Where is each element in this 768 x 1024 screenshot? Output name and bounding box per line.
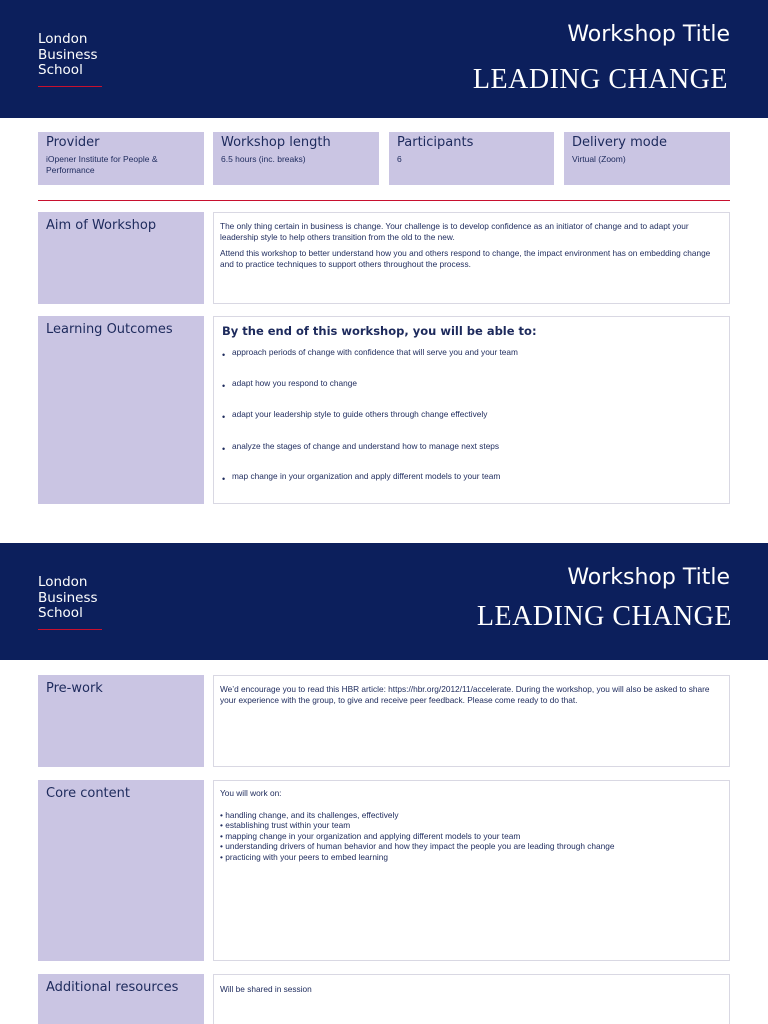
bullet-icon: • xyxy=(222,381,226,391)
outcome-item xyxy=(222,378,358,391)
core-item: • handling change, and its challenges, effectively xyxy=(220,809,399,820)
core-label-box xyxy=(38,780,204,961)
core-item: • practicing with your peers to embed learning xyxy=(220,851,389,862)
outcomes-content xyxy=(213,316,730,504)
info-box-participants xyxy=(389,132,554,185)
prework-label-box xyxy=(38,675,204,767)
bullet-icon: • xyxy=(222,474,226,484)
aim-label-box xyxy=(38,212,204,304)
page1-header xyxy=(0,0,768,118)
aim-paragraph-1: The only thing certain in business is change. Your challenge is to develop confidence as an initiator of change and to adapt your leadership style to help others transition from the old to the new. xyxy=(220,221,689,242)
aim-paragraph-2: Attend this workshop to better understand how you and others respond to change, the impact environment has on embedding change and to practice techniques to support others throughout the process. xyxy=(220,248,711,269)
workshop-title: LEADING CHANGE xyxy=(476,601,732,632)
resources-content xyxy=(213,974,730,1024)
logo-line-2: Business xyxy=(38,46,98,63)
resources-label-box xyxy=(38,974,204,1024)
core-content xyxy=(213,780,730,961)
logo-line-3: School xyxy=(38,605,83,621)
logo-rule xyxy=(38,86,102,87)
info-box-length xyxy=(213,132,379,185)
info-box-provider xyxy=(38,132,204,185)
workshop-title: LEADING CHANGE xyxy=(472,64,728,95)
page2-header xyxy=(0,543,768,660)
info-head: Workshop length xyxy=(221,135,331,150)
resources-text: Will be shared in session xyxy=(220,984,312,994)
info-head: Delivery mode xyxy=(572,135,667,150)
outcome-item xyxy=(222,409,488,422)
workshop-title-label: Workshop Title xyxy=(567,22,730,47)
outcome-item xyxy=(222,471,501,484)
bullet-icon: • xyxy=(222,350,226,360)
outcome-text: approach periods of change with confidence that will serve you and your team xyxy=(232,347,518,357)
info-box-delivery xyxy=(564,132,730,185)
core-intro: You will work on: xyxy=(220,788,282,798)
workshop-title-label: Workshop Title xyxy=(567,565,730,590)
bullet-icon: • xyxy=(222,412,226,422)
logo-line-3: School xyxy=(38,62,83,78)
outcomes-label-box xyxy=(38,316,204,504)
outcome-item xyxy=(222,441,500,454)
logo-line-2: Business xyxy=(38,589,98,606)
logo-line-1: London xyxy=(38,574,88,590)
outcome-text: adapt your leadership style to guide others through change effectively xyxy=(232,409,488,419)
core-item: • understanding drivers of human behavior and how they impact the people you are leading through change xyxy=(220,841,615,851)
core-item: • mapping change in your organization and applying different models to your team xyxy=(220,830,521,841)
lbs-logo xyxy=(38,575,108,622)
info-value: iOpener Institute for People & Performance xyxy=(46,154,158,175)
prework-text: We’d encourage you to read this HBR article: https://hbr.org/2012/11/accelerate. During the workshop, you will also be asked to share your experience with the group, to give and receive peer feedback. Please come ready to do that. xyxy=(220,684,710,705)
prework-label: Pre-work xyxy=(46,681,103,696)
core-list xyxy=(220,810,723,863)
logo-line-1: London xyxy=(38,31,88,47)
outcome-item xyxy=(222,347,518,360)
info-head: Provider xyxy=(46,135,100,150)
outcome-text: adapt how you respond to change xyxy=(232,378,358,388)
lbs-logo xyxy=(38,32,108,79)
prework-content xyxy=(213,675,730,767)
info-value: 6.5 hours (inc. breaks) xyxy=(221,154,306,164)
outcomes-label: Learning Outcomes xyxy=(46,322,173,337)
outcomes-heading: By the end of this workshop, you will be able to: xyxy=(222,324,537,338)
logo-rule xyxy=(38,629,102,630)
core-item: • establishing trust within your team xyxy=(220,820,351,830)
bullet-icon: • xyxy=(222,444,226,454)
section-divider xyxy=(38,200,730,201)
info-value: 6 xyxy=(397,154,402,164)
aim-label: Aim of Workshop xyxy=(46,218,157,233)
outcome-text: map change in your organization and apply different models to your team xyxy=(232,471,501,481)
core-label: Core content xyxy=(46,786,130,801)
info-value: Virtual (Zoom) xyxy=(572,154,626,164)
resources-label: Additional resources xyxy=(46,980,179,995)
outcome-text: analyze the stages of change and understand how to manage next steps xyxy=(232,441,500,451)
aim-content xyxy=(213,212,730,304)
info-head: Participants xyxy=(397,135,474,150)
